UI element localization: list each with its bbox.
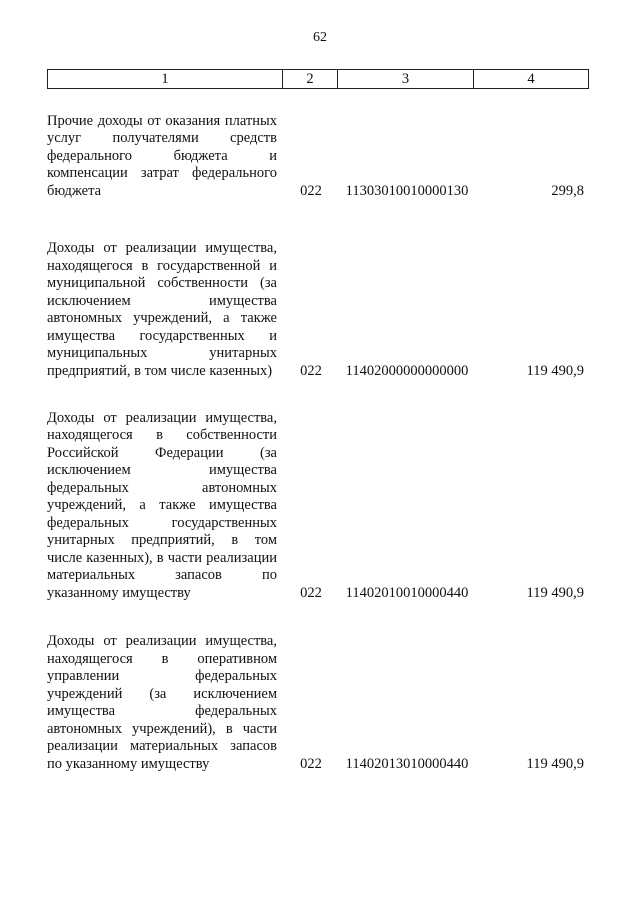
- table-header: [47, 69, 589, 89]
- row-amount: 119 490,9: [526, 362, 584, 379]
- row-description: Доходы от реализации имущества, находящегося в собственности Российской Федерации (за исключением имущества федеральных автономных учреждений, а также имущества федеральных государственных унитарных предприятий, в том числе казенных), в части реализации материальных запасов по указанному имуществу: [47, 409, 277, 601]
- row-amount: 119 490,9: [526, 755, 584, 772]
- table-row: [47, 625, 588, 773]
- header-col-3: 3: [338, 70, 474, 89]
- row-amount: 299,8: [551, 182, 584, 199]
- row-description: Прочие доходы от оказания платных услуг получателями средств федерального бюджета и компенсации затрат федерального бюджета: [47, 112, 277, 199]
- row-admin-code: 022: [300, 182, 322, 199]
- row-admin-code: 022: [300, 362, 322, 379]
- row-amount: 119 490,9: [526, 584, 584, 601]
- table-row: [47, 400, 588, 602]
- header-col-4: 4: [474, 70, 589, 89]
- table-row: [47, 215, 588, 380]
- row-kbk: 11402013010000440: [345, 755, 469, 772]
- table-row: [47, 100, 588, 200]
- row-kbk: 11303010010000130: [345, 182, 469, 199]
- row-description: Доходы от реализации имущества, находящегося в оперативном управлении федеральных учреждений (за исключением имущества федеральных автономных учреждений), в части реализации материальных запасов по указанному имуществу: [47, 633, 277, 772]
- row-admin-code: 022: [300, 755, 322, 772]
- header-col-2: 2: [283, 70, 338, 89]
- page-number: 62: [313, 30, 327, 45]
- row-admin-code: 022: [300, 584, 322, 601]
- header-col-1: 1: [48, 70, 283, 89]
- row-kbk: 11402010010000440: [345, 584, 469, 601]
- row-kbk: 11402000000000000: [345, 362, 469, 379]
- row-description: Доходы от реализации имущества, находящегося в государственной и муниципальной собственности (за исключением имущества автономных учреждений, а также имущества государственных и муниципальных унитарных предприятий, в том числе казенных): [47, 240, 277, 379]
